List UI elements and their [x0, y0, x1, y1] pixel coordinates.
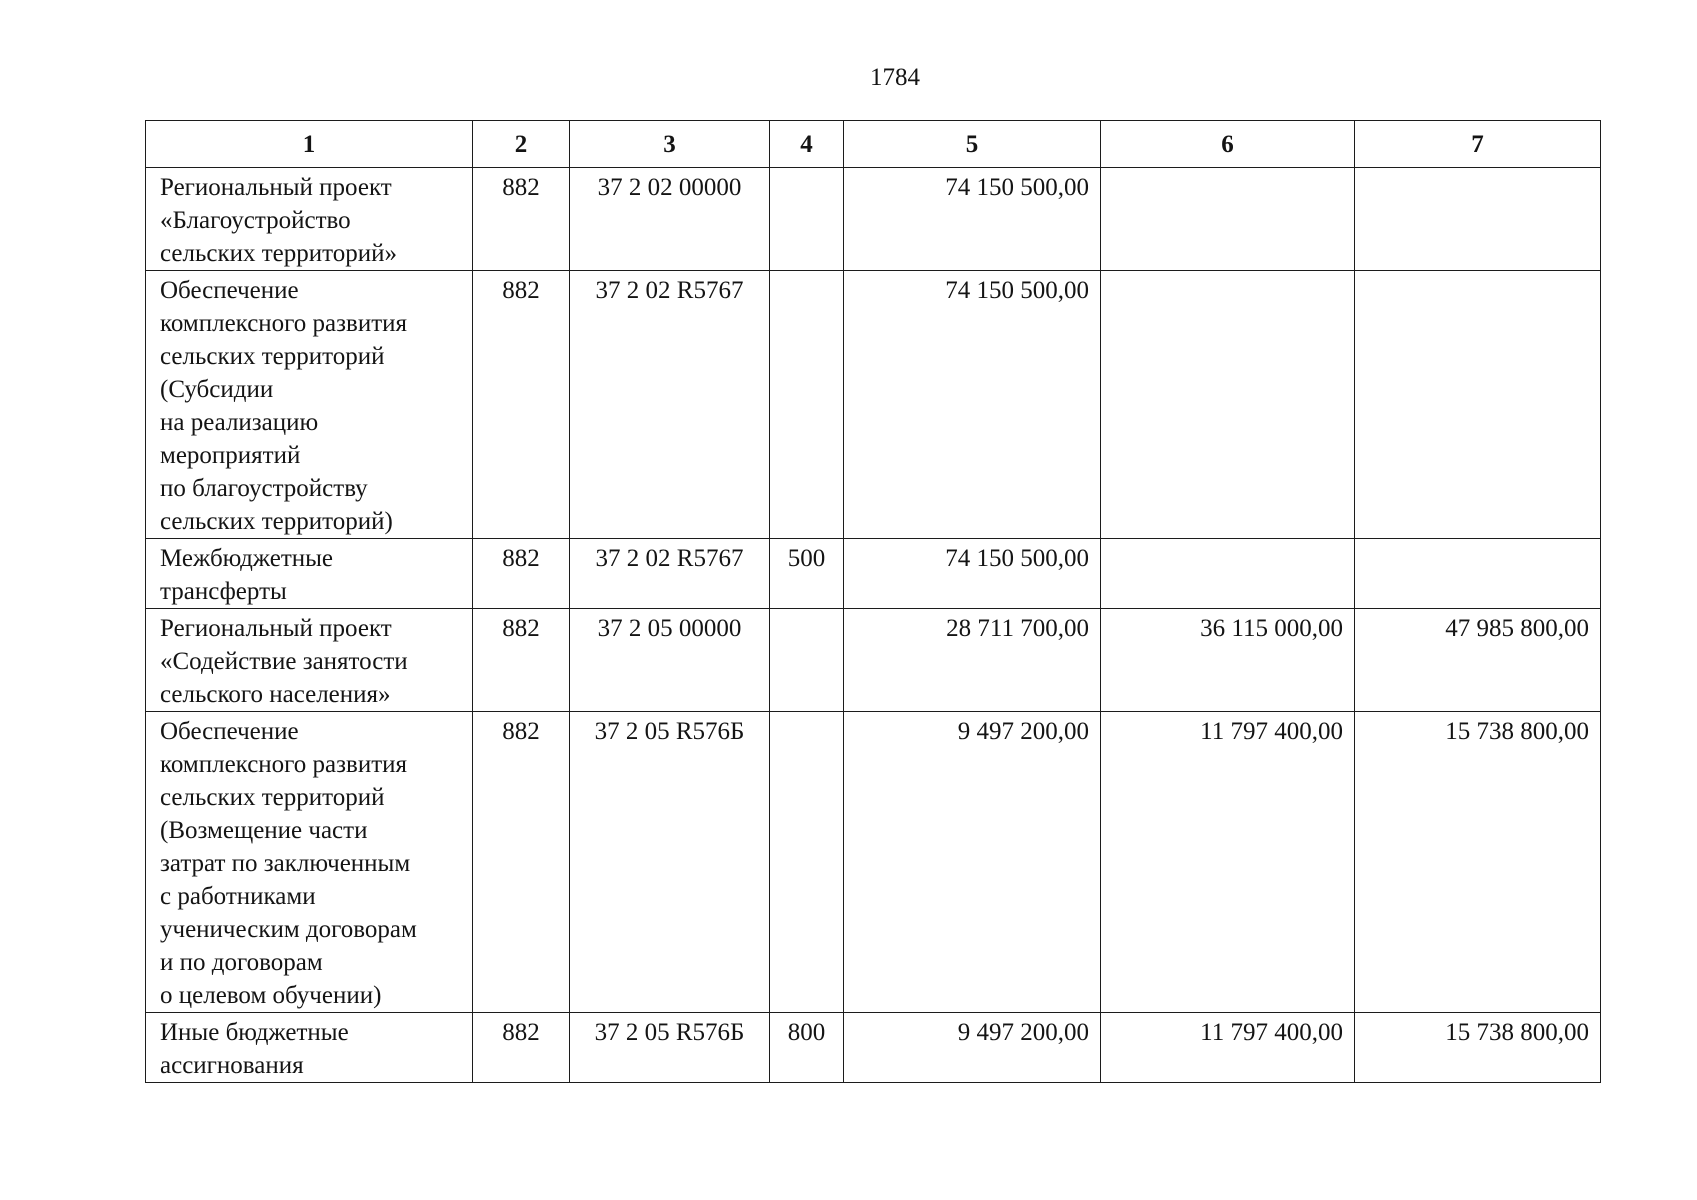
header-col-6: 6: [1101, 121, 1355, 168]
row-col7-cell: 47 985 800,00: [1355, 609, 1601, 712]
row-col4-cell: [770, 168, 844, 271]
row-col3-cell: 37 2 02 R5767: [570, 539, 770, 609]
table-row: [146, 712, 1601, 1013]
table-body: [146, 168, 1601, 1083]
row-name-cell: Обеспечение комплексного развития сельских территорий (Субсидии на реализацию мероприятий по благоустройству сельских территорий): [146, 271, 473, 539]
row-col7-cell: 15 738 800,00: [1355, 1013, 1601, 1083]
table-row: [146, 609, 1601, 712]
header-col-3: 3: [570, 121, 770, 168]
row-col2-cell: 882: [473, 271, 570, 539]
row-col6-cell: 36 115 000,00: [1101, 609, 1355, 712]
row-col6-cell: [1101, 168, 1355, 271]
header-row: [146, 121, 1601, 168]
table-row: [146, 539, 1601, 609]
row-col3-cell: 37 2 02 00000: [570, 168, 770, 271]
row-col4-cell: [770, 712, 844, 1013]
row-col2-cell: 882: [473, 168, 570, 271]
row-name-cell: Межбюджетные трансферты: [146, 539, 473, 609]
row-col6-cell: 11 797 400,00: [1101, 1013, 1355, 1083]
budget-table: [145, 120, 1601, 1083]
row-name-cell: Иные бюджетные ассигнования: [146, 1013, 473, 1083]
table-row: [146, 1013, 1601, 1083]
row-col7-cell: 15 738 800,00: [1355, 712, 1601, 1013]
header-col-2: 2: [473, 121, 570, 168]
table-row: [146, 271, 1601, 539]
row-col3-cell: 37 2 05 R576Б: [570, 712, 770, 1013]
row-name-cell: Обеспечение комплексного развития сельских территорий (Возмещение части затрат по заключенным с работниками ученическим договорам и по договорам о целевом обучении): [146, 712, 473, 1013]
row-name-cell: Региональный проект «Благоустройство сельских территорий»: [146, 168, 473, 271]
row-name-cell: Региональный проект «Содействие занятости сельского населения»: [146, 609, 473, 712]
row-col7-cell: [1355, 271, 1601, 539]
header-col-5: 5: [844, 121, 1101, 168]
table-header: [146, 121, 1601, 168]
row-col6-cell: [1101, 539, 1355, 609]
row-col7-cell: [1355, 168, 1601, 271]
row-col5-cell: 74 150 500,00: [844, 168, 1101, 271]
row-col3-cell: 37 2 05 R576Б: [570, 1013, 770, 1083]
row-col4-cell: 500: [770, 539, 844, 609]
table-row: [146, 168, 1601, 271]
row-col5-cell: 28 711 700,00: [844, 609, 1101, 712]
row-col6-cell: 11 797 400,00: [1101, 712, 1355, 1013]
row-col4-cell: 800: [770, 1013, 844, 1083]
row-col2-cell: 882: [473, 712, 570, 1013]
row-col5-cell: 74 150 500,00: [844, 271, 1101, 539]
row-col4-cell: [770, 609, 844, 712]
row-col2-cell: 882: [473, 539, 570, 609]
header-col-4: 4: [770, 121, 844, 168]
row-col2-cell: 882: [473, 1013, 570, 1083]
row-col7-cell: [1355, 539, 1601, 609]
row-col4-cell: [770, 271, 844, 539]
row-col3-cell: 37 2 05 00000: [570, 609, 770, 712]
row-col5-cell: 74 150 500,00: [844, 539, 1101, 609]
row-col5-cell: 9 497 200,00: [844, 712, 1101, 1013]
row-col2-cell: 882: [473, 609, 570, 712]
header-col-7: 7: [1355, 121, 1601, 168]
row-col3-cell: 37 2 02 R5767: [570, 271, 770, 539]
row-col6-cell: [1101, 271, 1355, 539]
header-col-1: 1: [146, 121, 473, 168]
row-col5-cell: 9 497 200,00: [844, 1013, 1101, 1083]
page-number: 1784: [870, 64, 920, 91]
